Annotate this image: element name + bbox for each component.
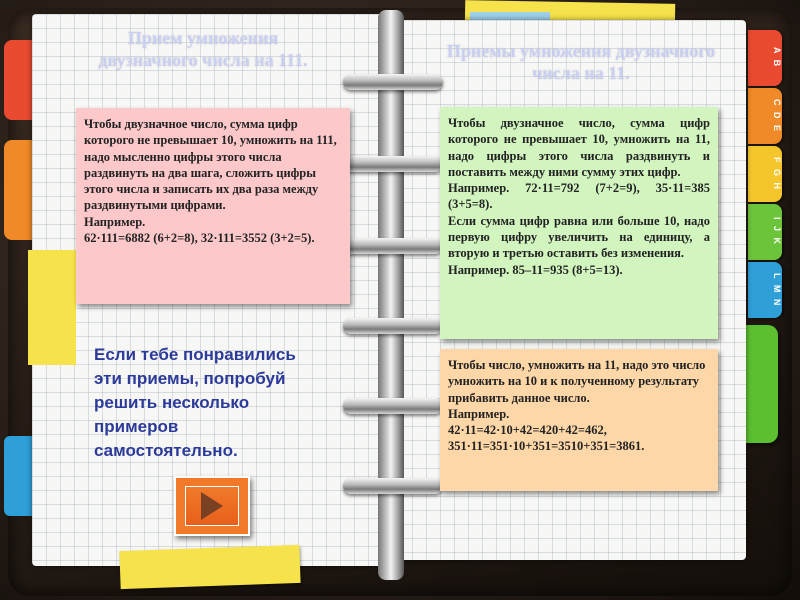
left-sticky-yellow [28,250,76,365]
binder-spine [378,10,404,580]
left-tab-orange [4,140,32,240]
index-tab-ijk: I J K [748,204,782,260]
index-tab-ab: A B [748,30,782,86]
rule-box-111 [76,108,350,304]
binder-ring [343,238,443,254]
left-tab-red [4,40,32,120]
rule-11-alt-text: Чтобы число, умножить на 11, надо это число умножить на 10 и к полученному результату прибавить данное число. [448,358,706,405]
rule-111-example: 62·111=6882 (6+2=8), 32·111=3552 (3+2=5). [84,231,315,246]
rule-111-example-label: Например. [84,214,146,229]
rule-111-text: Чтобы двузначное число, сумма цифр которого не превышает 10, умножить на 111, надо мысленно цифры этого числа раздвинуть на два шага, сложить цифры этого числа и записать их два раза между раздвинутыми цифрами. [84,117,337,213]
play-button[interactable] [174,476,250,536]
call-to-action-text: Если тебе понравились эти приемы, попробуй решить несколько примеров самостоятельно. [94,345,296,460]
index-tab-fgh: F G H [748,146,782,202]
binder-ring [343,478,443,494]
sticky-note-bottom [119,545,300,589]
rule-11-text: Чтобы двузначное число, сумма цифр которого не превышает 10, умножить на 11, надо цифры этого числа раздвинуть и поставить между ними сумму этих цифр. [448,116,710,179]
rule-11-example-2: Например. 85–11=935 (8+5=13). [448,262,623,277]
binder-ring [343,398,443,414]
rule-11-text-2: Если сумма цифр равна или больше 10, надо первую цифру увеличить на единицу, а вторую и третью оставить без изменения. [448,213,710,261]
rule-box-11-alt [440,349,718,491]
rule-box-11 [440,107,718,339]
index-tab-cde: C D E [748,88,782,144]
rule-11-alt-example-label: Например. [448,406,510,421]
left-page-title: Прием умножения двузначного числа на 111. [98,28,308,70]
index-tab-lmn: L M N [748,262,782,318]
binder-ring [343,318,443,334]
rule-11-alt-example: 42·11=42·10+42=420+42=462, 351·11=351·10+351=3510+351=3861. [448,423,645,454]
binder-ring [343,74,443,90]
play-button-face[interactable] [185,486,239,526]
rule-11-example: Например. 72·11=792 (7+2=9), 35·11=385 (3+5=8). [448,181,710,212]
binder-ring [343,156,443,172]
play-icon [201,492,223,520]
right-page-title: Приемы умножения двузначного числа на 11. [446,41,716,83]
